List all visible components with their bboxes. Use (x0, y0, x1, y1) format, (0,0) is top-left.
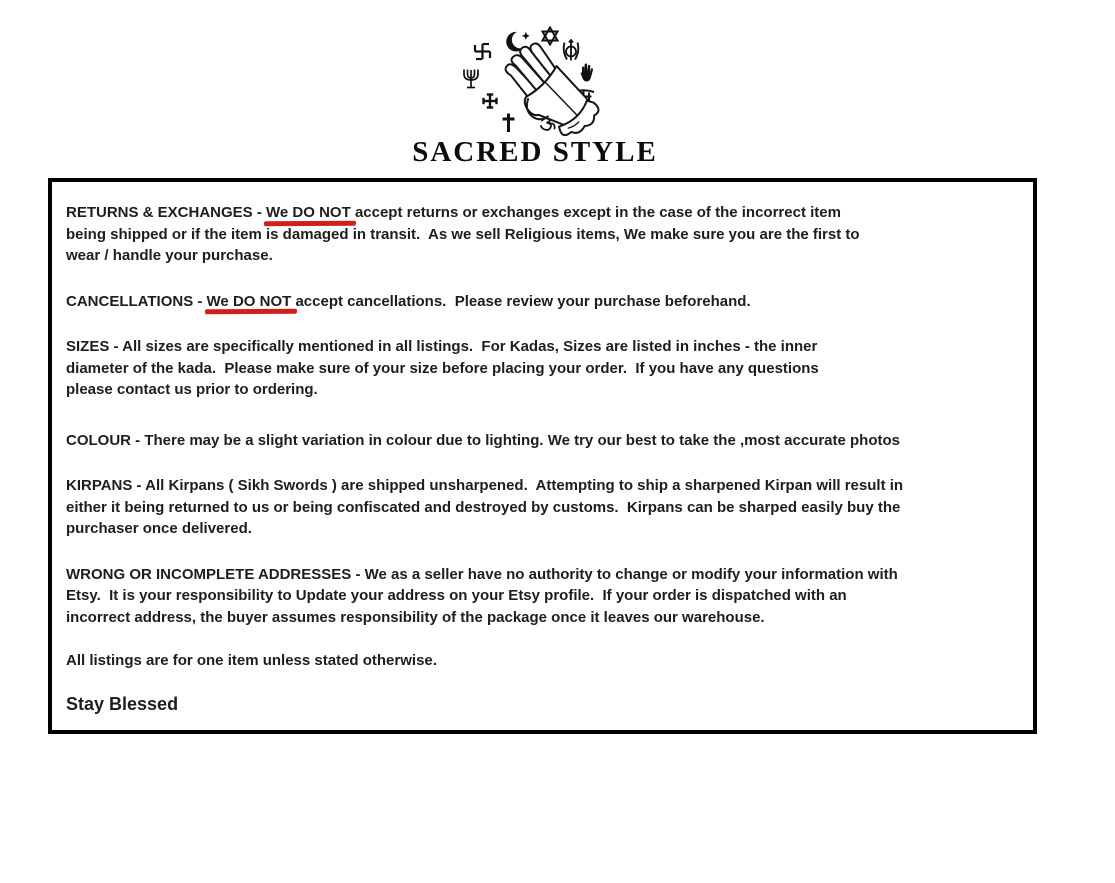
policy-text-line (66, 291, 1027, 313)
policy-text-line: SIZES - All sizes are specifically mentioned in all listings. For Kadas, Sizes are listed in inches - the inner (66, 338, 818, 355)
returns-heading-text: RETURNS & EXCHANGES - (66, 204, 267, 221)
policy-paragraph-kirpans (66, 475, 1027, 540)
policy-paragraph-sizes (66, 336, 1027, 401)
policy-paragraph-returns (66, 202, 1027, 267)
swastika-icon (473, 42, 492, 61)
policy-paragraph-cancellations (66, 291, 1027, 313)
policy-text-line: either it being returned to us or being confiscated and destroyed by customs. Kirpans can be sharped easily buy the (66, 498, 901, 516)
policy-text-line: incorrect address, the buyer assumes responsibility of the package once it leaves our warehouse. (66, 608, 765, 626)
policy-text-line (66, 202, 1027, 224)
cancellations-heading-text: CANCELLATIONS - (66, 292, 207, 310)
policy-closing (66, 692, 1027, 716)
policy-paragraph-single-item (66, 650, 1027, 672)
brand-logo (405, 18, 665, 168)
praying-hands-icon (493, 38, 613, 140)
red-underlined-emphasis: We DO NOT (206, 292, 296, 310)
policy-text-line: Etsy. It is your responsibility to Update your address on your Etsy profile. If your order is dispatched with an (66, 587, 847, 604)
policy-text-line: being shipped or if the item is damaged in transit. As we sell Religious items, We make sure you are the first to (66, 225, 860, 243)
policy-paragraph-colour (66, 430, 1027, 452)
policy-text-line: KIRPANS - All Kirpans ( Sikh Swords ) are shipped unsharpened. Attempting to ship a sharpened Kirpan will result in (66, 477, 904, 494)
brand-name: SACRED STYLE (412, 136, 658, 168)
policy-box (48, 178, 1037, 734)
policy-text-line: wear / handle your purchase. (66, 247, 273, 264)
policy-text-line: purchaser once delivered. (66, 520, 252, 537)
policy-text-line: diameter of the kada. Please make sure of your size before placing your order. If you have any questions (66, 359, 819, 377)
red-underlined-emphasis: We DO NOT (266, 204, 355, 221)
menorah-icon (461, 66, 481, 89)
policy-paragraph-addresses (66, 564, 1027, 629)
cancellations-body-text: accept cancellations. Please review your purchase beforehand. (295, 292, 751, 310)
policy-text-line: please contact us prior to ordering. (66, 381, 318, 398)
closing-text: Stay Blessed (66, 693, 179, 714)
policy-text-line: All listings are for one item unless stated otherwise. (66, 652, 437, 669)
religious-symbol-ring (455, 24, 615, 140)
returns-body-text: accept returns or exchanges except in the case of the incorrect item (354, 204, 841, 221)
policy-text-line: COLOUR - There may be a slight variation in colour due to lighting. We try our best to take the ,most accurate photos (66, 431, 901, 449)
policy-text-line: WRONG OR INCOMPLETE ADDRESSES - We as a seller have no authority to change or modify your information with (66, 565, 898, 583)
